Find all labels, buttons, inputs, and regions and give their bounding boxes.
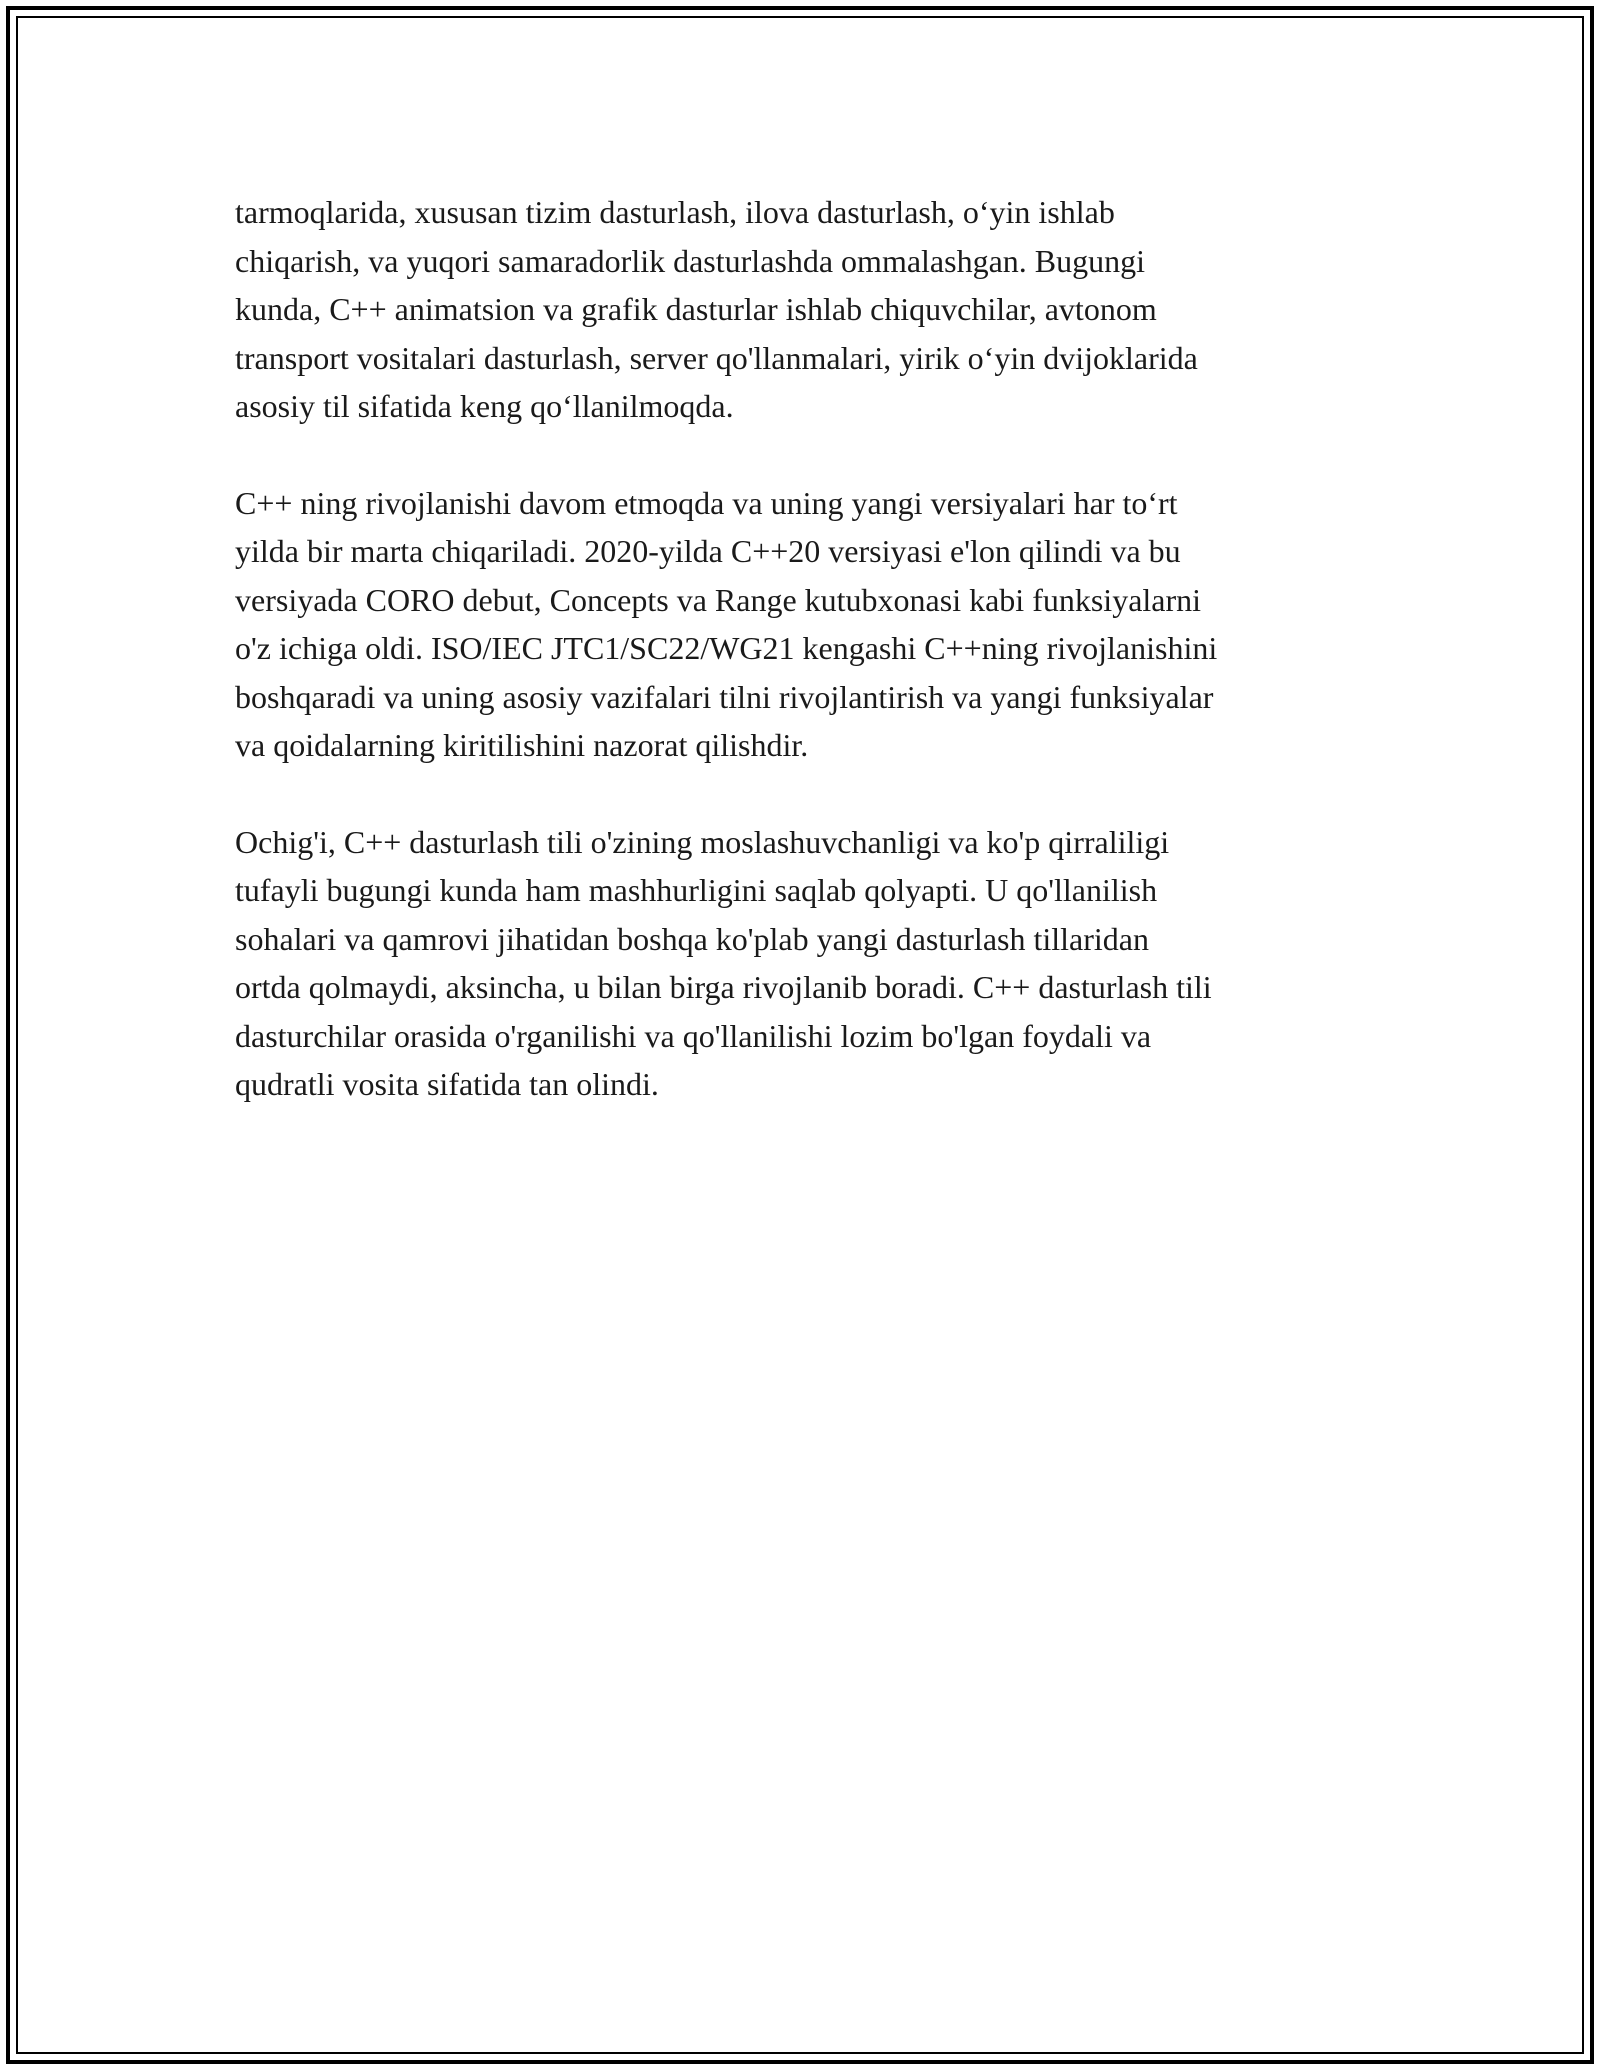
paragraph-2: C++ ning rivojlanishi davom etmoqda va uning yangi versiyalari har to‘rt yilda bir marta chiqariladi. 2020-yilda C++20 versiyasi e'lon qilindi va bu versiyada CORO debut, Concepts va Range kutubxonasi kabi funksiyalarni o'z ichiga oldi. ISO/IEC JTC1/SC22/WG21 kengashi C++ning rivojlanishini boshqaradi va uning asosiy vazifalari tilni rivojlantirish va yangi funksiyalar va qoidalarning kiritilishini nazorat qilishdir. <box>235 484 1218 763</box>
paragraph-1: tarmoqlarida, xususan tizim dasturlash, ilova dasturlash, o‘yin ishlab chiqarish, va yuqori samaradorlik dasturlashda ommalashgan. Bugungi kunda, C++ animatsion va grafik dasturlar ishlab chiquvchilar, avtonom transport vositalari dasturlash, server qo'llanmalari, yirik o‘yin dvijoklarida asosiy til sifatida keng qo‘llanilmoqda. <box>235 194 1198 424</box>
document-body <box>235 188 1365 1157</box>
paragraph-3: Ochig'i, C++ dasturlash tili o'zining moslashuvchanligi va ko'p qirraliligi tufayli bugungi kunda ham mashhurligini saqlab qolyapti. U qo'llanilish sohalari va qamrovi jihatidan boshqa ko'plab yangi dasturlash tillaridan ortda qolmaydi, aksincha, u bilan birga rivojlanib boradi. C++ dasturlash tili dasturchilar orasida o'rganilishi va qo'llanilishi lozim bo'lgan foydali va qudratli vosita sifatida tan olindi. <box>235 823 1212 1102</box>
